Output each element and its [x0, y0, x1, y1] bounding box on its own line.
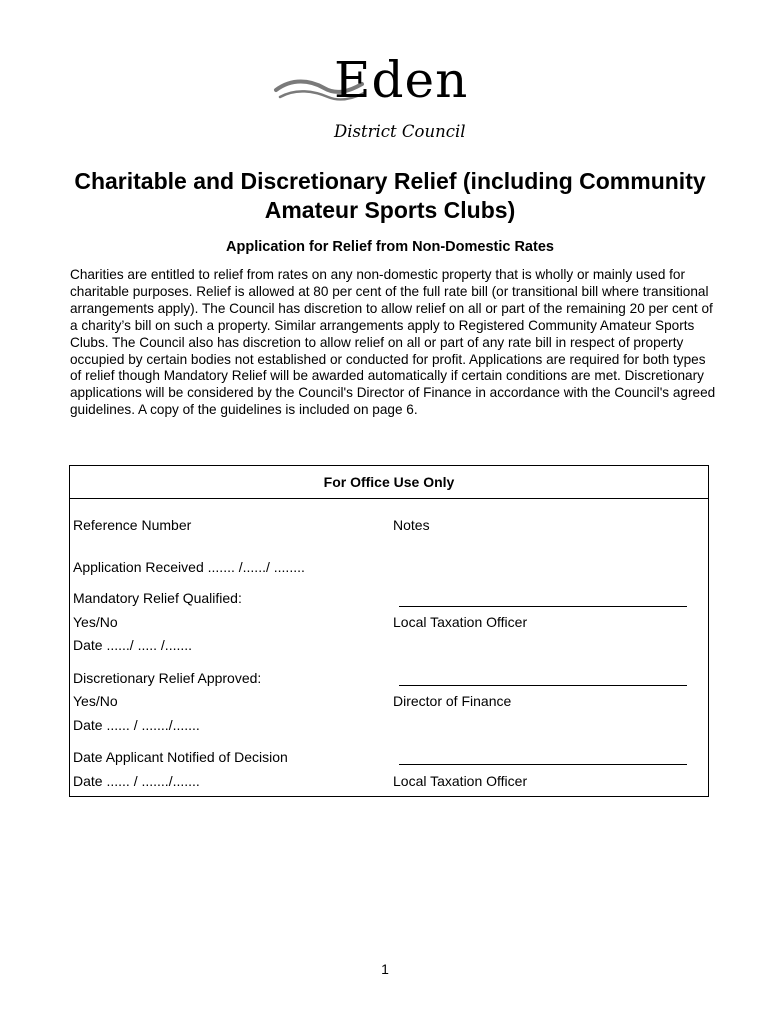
- local-taxation-officer-label-1: Local Taxation Officer: [393, 614, 528, 630]
- document-subtitle: Application for Relief from Non-Domestic Rates: [226, 239, 554, 255]
- council-logo: [270, 50, 510, 150]
- document-title: Charitable and Discretionary Relief (including Community Amateur Sports Clubs): [74, 168, 706, 223]
- application-received-label: Application Received ....... /....../ ........: [73, 559, 305, 575]
- page-number: 1: [381, 961, 389, 977]
- date-applicant-notified-label: Date Applicant Notified of Decision: [73, 749, 288, 765]
- signature-line-local-taxation-2: [399, 764, 687, 765]
- director-of-finance-label: Director of Finance: [393, 693, 512, 709]
- logo-subline: District Council: [334, 122, 466, 141]
- mandatory-yes-no: Yes/No: [73, 614, 118, 630]
- office-use-heading: For Office Use Only: [70, 466, 708, 499]
- signature-line-local-taxation-1: [399, 606, 687, 607]
- discretionary-relief-label: Discretionary Relief Approved:: [73, 670, 262, 686]
- office-use-box: [69, 465, 709, 797]
- discretionary-yes-no: Yes/No: [73, 693, 118, 709]
- signature-line-director: [399, 685, 687, 686]
- reference-number-label: Reference Number: [73, 517, 192, 533]
- logo-wordmark: Eden: [334, 51, 469, 109]
- mandatory-date: Date ....../ ..... /.......: [73, 637, 193, 653]
- notes-label: Notes: [393, 517, 430, 533]
- discretionary-date: Date ...... / ......./.......: [73, 717, 200, 733]
- local-taxation-officer-label-2: Local Taxation Officer: [393, 773, 528, 789]
- mandatory-relief-label: Mandatory Relief Qualified:: [73, 590, 242, 606]
- intro-paragraph: Charities are entitled to relief from rates on any non-domestic property that is wholly or mainly used for charitable purposes. Relief is allowed at 80 per cent of the full rate bill (or transitional bill where transitional arrangements apply). The Council has discretion to allow relief on all or part of the remaining 20 per cent of a charity’s bill on such a property. Similar arrangements apply to Registered Community Amateur Sports Clubs. The Council also has discretion to allow relief on all or part of any rate bill in respect of property occupied by certain bodies not established or conducted for profit. Applications are required for both types of relief though Mandatory Relief will be awarded automatically if certain conditions are met. Discretionary applications will be considered by the Council's Director of Finance in accordance with the Council's agreed guidelines. A copy of the guidelines is included on page 6.: [70, 267, 716, 418]
- notified-date: Date ...... / ......./.......: [73, 773, 200, 789]
